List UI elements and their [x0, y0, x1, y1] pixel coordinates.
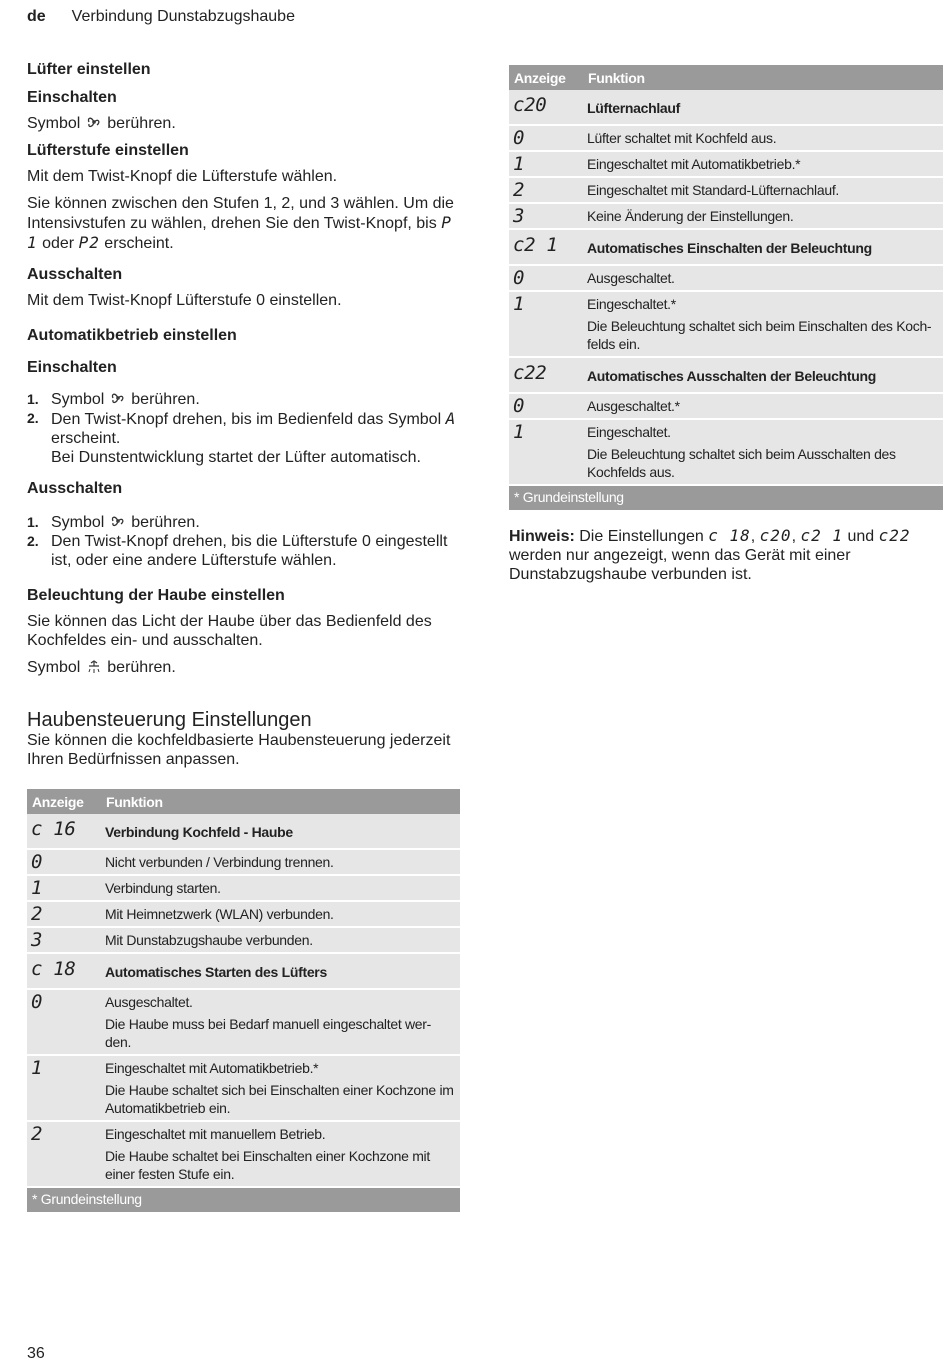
heading-ausschalten: Ausschalten — [27, 266, 123, 283]
right-column — [509, 65, 943, 584]
note-text: Die Einstellungen — [579, 528, 704, 545]
settings-table-right — [509, 65, 943, 512]
function-title: Eingeschaltet mit Automatikbetrieb.* — [105, 1060, 319, 1076]
code-a: A — [445, 409, 457, 428]
function-cell — [101, 814, 460, 850]
code-cell: 1 — [509, 420, 583, 486]
function-cell — [101, 1056, 460, 1122]
code-cell: 0 — [509, 394, 583, 420]
note-label: Hinweis: — [509, 528, 575, 545]
table-footer-row — [27, 1188, 460, 1214]
table-row — [27, 990, 460, 1056]
function-title: Eingeschaltet. — [587, 424, 671, 440]
list-item — [27, 409, 467, 467]
code-cell: 0 — [509, 126, 583, 152]
list-auto-on — [27, 390, 467, 467]
function-cell — [583, 204, 943, 230]
function-title: Keine Änderung der Einstellungen. — [587, 208, 794, 224]
paragraph-symbol-fan — [27, 114, 467, 133]
step-text: Bei Dunstentwicklung startet der Lüfter automatisch. — [51, 449, 421, 466]
function-cell — [583, 152, 943, 178]
function-cell — [101, 1122, 460, 1188]
table-row — [509, 358, 943, 394]
code-cell: c 18 — [27, 954, 101, 990]
function-title: Mit Heimnetzwerk (WLAN) verbunden. — [105, 906, 334, 922]
note-code: c 18 — [708, 526, 751, 545]
heading-licht: Beleuchtung der Haube einstellen — [27, 587, 285, 604]
function-title: Lüfternachlauf — [587, 100, 681, 116]
code-cell: c 16 — [27, 814, 101, 850]
table-row — [509, 90, 943, 126]
function-cell — [583, 420, 943, 486]
code-cell: 3 — [27, 928, 101, 954]
code-cell: c2 1 — [509, 230, 583, 266]
beruehren-text: berühren. — [107, 115, 176, 132]
heading-stufe: Lüfterstufe einstellen — [27, 142, 189, 159]
function-cell — [101, 928, 460, 954]
paragraph-symbol-light — [27, 658, 467, 677]
code-cell: 0 — [27, 990, 101, 1056]
function-title: Mit Dunstabzugshaube verbunden. — [105, 932, 313, 948]
note-code: c2 1 — [800, 526, 843, 545]
function-title: Eingeschaltet mit Standard-Lüfternachlauf. — [587, 182, 839, 198]
table-row — [27, 1122, 460, 1188]
function-detail: Die Beleuchtung schaltet sich beim Einschalten des Koch-felds ein. — [587, 318, 932, 352]
list-item — [27, 532, 467, 570]
column-header-funktion: Funktion — [101, 789, 460, 814]
column-header-funktion: Funktion — [583, 65, 943, 90]
code-cell: c20 — [509, 90, 583, 126]
function-title: Automatisches Starten des Lüfters — [105, 964, 327, 980]
function-title: Eingeschaltet mit Automatikbetrieb.* — [587, 156, 801, 172]
code-cell: 1 — [509, 292, 583, 358]
table-footnote: * Grundeinstellung — [509, 486, 943, 512]
stufe2-text: Sie können zwischen den Stufen 1, 2, und 3 wählen. Um die Intensivstufen zu wählen, drehen Sie den Twist-Knopf, bis — [27, 195, 454, 232]
header-title: Verbindung Dunstabzugshaube — [71, 8, 295, 25]
function-cell — [101, 990, 460, 1056]
note-code: c22 — [878, 526, 911, 545]
code-cell: 0 — [27, 850, 101, 876]
function-cell — [101, 954, 460, 990]
light-icon — [85, 658, 103, 674]
function-cell — [583, 266, 943, 292]
table-row — [509, 126, 943, 152]
function-detail: Die Haube schaltet bei Einschalten einer Kochzone mit einer festen Stufe ein. — [105, 1148, 430, 1182]
function-title: Nicht verbunden / Verbindung trennen. — [105, 854, 334, 870]
table-row — [509, 204, 943, 230]
beruehren-text: berühren. — [131, 514, 200, 531]
paragraph-haubensteuerung: Sie können die kochfeldbasierte Haubensteuerung jederzeit Ihren Bedürfnissen anpassen. — [27, 732, 451, 768]
heading-luefter: Lüfter einstellen — [27, 61, 151, 78]
symbol-word: Symbol — [51, 514, 105, 531]
function-title: Automatisches Einschalten der Beleuchtung — [587, 240, 872, 256]
function-cell — [101, 902, 460, 928]
step-text: erscheint. — [51, 430, 121, 447]
step-number: 2. — [27, 410, 39, 426]
table-row — [509, 420, 943, 486]
function-title: Eingeschaltet mit manuellem Betrieb. — [105, 1126, 326, 1142]
function-detail: Die Haube muss bei Bedarf manuell eingeschaltet wer-den. — [105, 1016, 432, 1050]
fan-icon — [109, 513, 127, 529]
code-cell: 2 — [27, 902, 101, 928]
beruehren-text: berühren. — [107, 659, 176, 676]
table-left-wrapper — [27, 789, 460, 1214]
heading-auto: Automatikbetrieb einstellen — [27, 327, 237, 344]
list-auto-off — [27, 513, 467, 570]
step-number: 1. — [27, 391, 39, 407]
function-detail: Die Beleuchtung schaltet sich beim Ausschalten des Kochfelds aus. — [587, 446, 896, 480]
function-title: Automatisches Ausschalten der Beleuchtung — [587, 368, 877, 384]
column-header-anzeige: Anzeige — [27, 789, 101, 814]
function-title: Verbindung Kochfeld - Haube — [105, 824, 293, 840]
note-code: c20 — [759, 526, 792, 545]
code-cell: 0 — [509, 266, 583, 292]
table-row — [509, 292, 943, 358]
beruehren-text: berühren. — [131, 391, 200, 408]
step-text: Den Twist-Knopf drehen, bis die Lüfterstufe 0 eingestellt ist, oder eine andere Lüfterstufe wählen. — [51, 533, 448, 569]
function-cell — [583, 292, 943, 358]
function-cell — [583, 126, 943, 152]
heading-ausschalten-auto: Ausschalten — [27, 480, 123, 497]
function-title: Eingeschaltet.* — [587, 296, 676, 312]
fan-icon — [85, 114, 103, 130]
function-title: Ausgeschaltet.* — [587, 398, 680, 414]
paragraph-stufe1: Mit dem Twist-Knopf die Lüfterstufe wählen. — [27, 168, 338, 185]
note-paragraph: Hinweis: Die Einstellungen c 18, c20, c2 1 und c22 werden nur angezeigt, wenn das Gerät mit einer Dunstabzugshaube verbunden ist. — [509, 526, 911, 583]
list-item — [27, 513, 467, 532]
code-cell: 1 — [27, 1056, 101, 1122]
code-cell: 2 — [509, 178, 583, 204]
oder-text: oder — [42, 235, 75, 252]
table-footnote: * Grundeinstellung — [27, 1188, 460, 1214]
paragraph-stufe2 — [27, 194, 467, 253]
code-cell: 1 — [27, 876, 101, 902]
heading-einschalten-auto: Einschalten — [27, 359, 117, 376]
table-row — [27, 954, 460, 990]
erscheint-text: erscheint. — [104, 235, 174, 252]
table-row — [27, 928, 460, 954]
function-title: Verbindung starten. — [105, 880, 221, 896]
table-row — [27, 814, 460, 850]
code-cell: c22 — [509, 358, 583, 394]
table-row — [509, 178, 943, 204]
column-header-anzeige: Anzeige — [509, 65, 583, 90]
settings-table-left — [27, 789, 460, 1214]
function-title: Ausgeschaltet. — [105, 994, 193, 1010]
note-text: und — [847, 528, 875, 545]
code-p1: P 1 — [27, 213, 452, 252]
fan-icon — [109, 390, 127, 406]
page-number: 36 — [27, 1345, 45, 1362]
table-row — [509, 152, 943, 178]
language-tag: de — [27, 8, 46, 25]
function-title: Ausgeschaltet. — [587, 270, 675, 286]
paragraph-licht: Sie können das Licht der Haube über das Bedienfeld des Kochfeldes ein- und ausschalten. — [27, 613, 432, 649]
function-cell — [583, 178, 943, 204]
symbol-word: Symbol — [27, 115, 81, 132]
code-cell: 3 — [509, 204, 583, 230]
function-detail: Die Haube schaltet sich bei Einschalten einer Kochzone im Automatikbetrieb ein. — [105, 1082, 454, 1116]
function-cell — [583, 230, 943, 266]
table-row — [27, 902, 460, 928]
table-row — [27, 1056, 460, 1122]
code-cell: 1 — [509, 152, 583, 178]
list-item — [27, 390, 467, 409]
page-header — [27, 8, 295, 26]
step-number: 2. — [27, 533, 39, 549]
function-cell — [101, 850, 460, 876]
heading-haubensteuerung: Haubensteuerung Einstellungen — [27, 709, 312, 731]
note-text: werden nur angezeigt, wenn das Gerät mit einer Dunstabzugshaube verbunden ist. — [509, 547, 851, 583]
code-p2: P2 — [78, 233, 100, 252]
function-cell — [583, 394, 943, 420]
table-row — [509, 394, 943, 420]
function-cell — [583, 90, 943, 126]
paragraph-aus1: Mit dem Twist-Knopf Lüfterstufe 0 einstellen. — [27, 292, 342, 309]
function-cell — [583, 358, 943, 394]
table-row — [509, 266, 943, 292]
table-footer-row — [509, 486, 943, 512]
step-number: 1. — [27, 514, 39, 530]
symbol-word: Symbol — [27, 659, 81, 676]
table-row — [27, 850, 460, 876]
heading-einschalten: Einschalten — [27, 89, 117, 106]
function-title: Lüfter schaltet mit Kochfeld aus. — [587, 130, 777, 146]
symbol-word: Symbol — [51, 391, 105, 408]
function-cell — [101, 876, 460, 902]
left-column — [27, 60, 467, 769]
table-row — [27, 876, 460, 902]
table-row — [509, 230, 943, 266]
code-cell: 2 — [27, 1122, 101, 1188]
step-text: Den Twist-Knopf drehen, bis im Bedienfeld das Symbol — [51, 411, 442, 428]
